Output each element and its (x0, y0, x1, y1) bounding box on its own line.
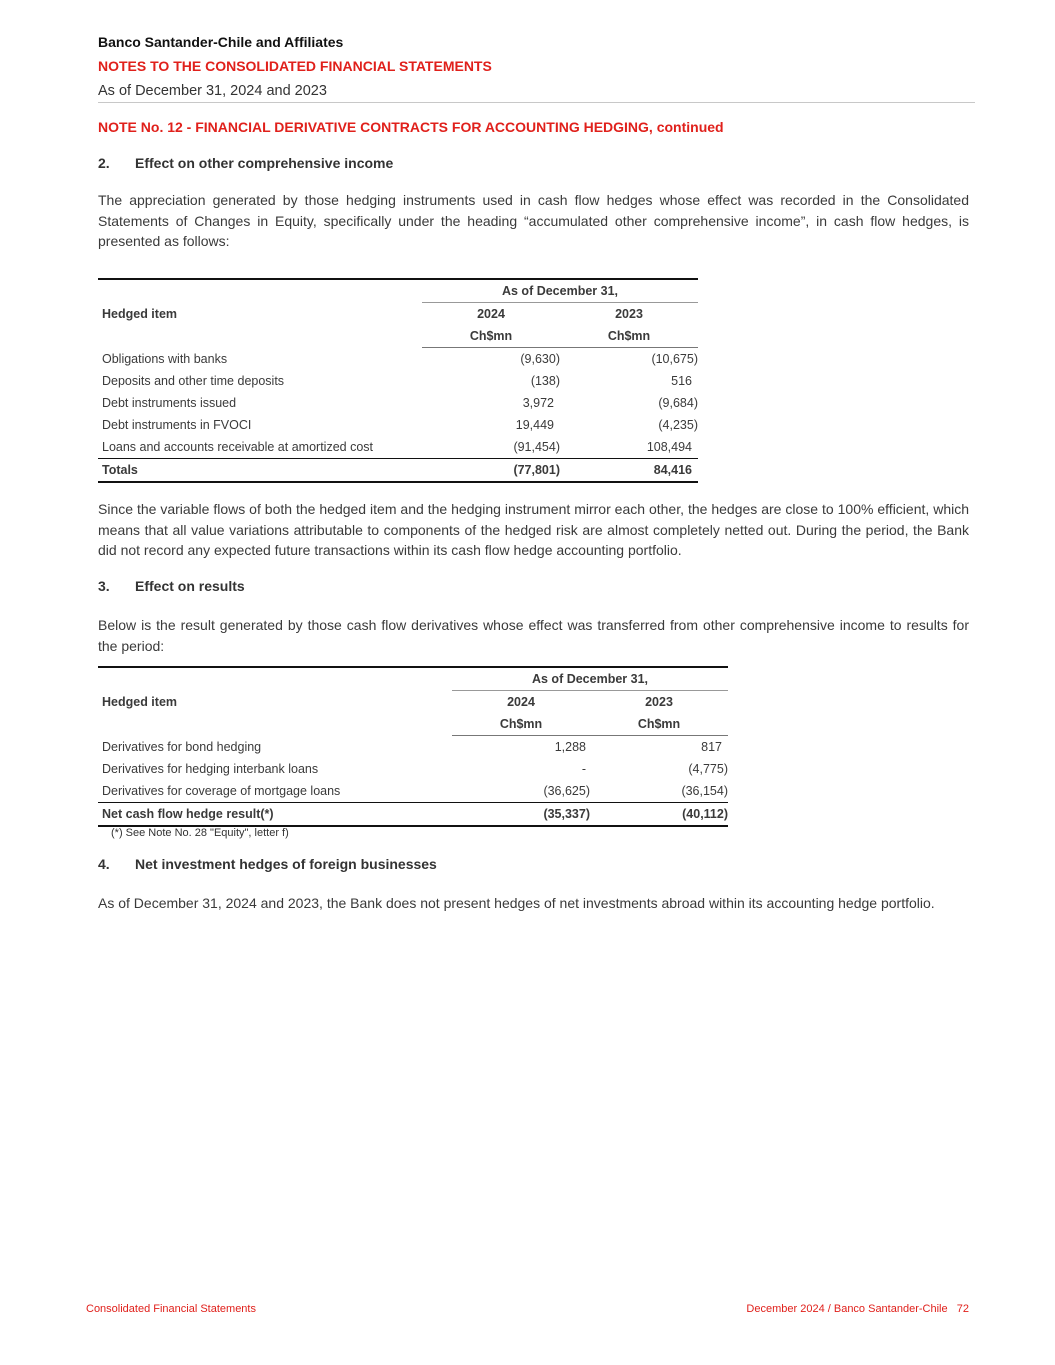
value-2024: (9,630) (520, 352, 560, 366)
section-number: 2. (98, 155, 110, 171)
row-label: Deposits and other time deposits (102, 374, 285, 388)
table-row (98, 736, 728, 759)
section-title: Effect on other comprehensive income (135, 155, 394, 171)
value-2023: (36,154) (681, 784, 728, 798)
row-label: Derivatives for bond hedging (102, 739, 262, 754)
total-2024: (35,337) (452, 803, 590, 827)
table-row (98, 348, 698, 371)
section-2-heading (98, 155, 393, 171)
table-row (98, 436, 698, 459)
table-header-year: 2023 (615, 307, 643, 321)
table-header-unit: Ch$mn (422, 325, 560, 348)
footer-left: Consolidated Financial Statements (86, 1303, 256, 1315)
header-divider (98, 102, 975, 103)
row-label: Obligations with banks (102, 351, 228, 366)
value-2024: 19,449 (515, 418, 554, 432)
value-2024: 3,972 (522, 396, 554, 410)
table-header-unit: Ch$mn (452, 713, 590, 736)
table-header-year: 2023 (645, 695, 673, 709)
footer-right: December 2024 / Banco Santander-Chile 72 (746, 1303, 969, 1315)
section-2-closing: Since the variable flows of both the hedged item and the hedging instrument mirror each other, the hedges are close to 100% efficient, which means that all value variations attributable to components of the hedged risk are almost completely netted out. During the period, the Bank did not record any expected future transactions within its cash flow hedge accounting portfolio. (98, 501, 969, 558)
section-title: Effect on results (135, 578, 245, 594)
table-row (98, 392, 698, 414)
value-2023: (10,675) (651, 352, 698, 366)
section-number: 3. (98, 578, 110, 594)
value-2023: (4,235) (658, 418, 698, 432)
section-number: 4. (98, 856, 110, 872)
as-of-date: As of December 31, 2024 and 2023 (98, 83, 327, 99)
table-header-item: Hedged item (102, 306, 178, 321)
value-2023: (9,684) (658, 396, 698, 410)
results-hedge-table (98, 666, 728, 827)
table-header-year: 2024 (507, 695, 535, 709)
value-2023: (4,775) (688, 762, 728, 776)
section-3-intro: Below is the result generated by those cash flow derivatives whose effect was transferred from other comprehensive income to results for the period: (98, 617, 969, 654)
row-label: Derivatives for hedging interbank loans (102, 762, 319, 776)
company-name: Banco Santander-Chile and Affiliates (98, 34, 344, 50)
section-2-intro: The appreciation generated by those hedging instruments used in cash flow hedges whose effect was recorded in the Consolidated Statements of Changes in Equity, specifically under the heading “accumulated other comprehensive income”, in cash flow hedges, is presented as follows: (98, 192, 969, 249)
value-2024: - (581, 762, 586, 776)
table-header-period: As of December 31, (452, 667, 728, 691)
table-total-row (98, 459, 698, 483)
row-label: Debt instruments in FVOCI (102, 418, 252, 432)
value-2024: (91,454) (513, 440, 560, 454)
table-row (98, 758, 728, 780)
table-header-item: Hedged item (102, 694, 178, 709)
oci-hedge-table (98, 278, 698, 483)
value-2024: (36,625) (543, 784, 590, 798)
table-header-unit: Ch$mn (560, 325, 698, 348)
value-2023: 516 (671, 374, 692, 388)
value-2024: 1,288 (554, 740, 586, 754)
table-header-period: As of December 31, (422, 279, 698, 303)
table-row (98, 414, 698, 436)
table-total-row (98, 803, 728, 827)
table-header-year: 2024 (477, 307, 505, 321)
section-3-heading (98, 578, 245, 594)
table-header-unit: Ch$mn (590, 713, 728, 736)
section-4-text: As of December 31, 2024 and 2023, the Bank does not present hedges of net investments abroad within its accounting hedge portfolio. (98, 895, 935, 911)
row-label: Debt instruments issued (102, 396, 237, 410)
total-label: Net cash flow hedge result(*) (98, 803, 452, 827)
total-label: Totals (98, 459, 422, 483)
footnote: (*) See Note No. 28 "Equity", letter f) (111, 827, 289, 839)
table-row (98, 370, 698, 392)
row-label: Loans and accounts receivable at amortized cost (102, 440, 373, 454)
value-2023: 108,494 (646, 440, 692, 454)
total-2023: 84,416 (560, 459, 698, 483)
table-row (98, 780, 728, 803)
total-2023: (40,112) (590, 803, 728, 827)
section-4-heading (98, 856, 437, 872)
value-2024: (138) (530, 374, 560, 388)
note-heading: NOTE No. 12 - FINANCIAL DERIVATIVE CONTRACTS FOR ACCOUNTING HEDGING, continued (98, 119, 724, 135)
row-label: Derivatives for coverage of mortgage loans (102, 784, 341, 798)
notes-title: NOTES TO THE CONSOLIDATED FINANCIAL STATEMENTS (98, 58, 492, 74)
value-2023: 817 (701, 740, 722, 754)
total-2024: (77,801) (422, 459, 560, 483)
section-title: Net investment hedges of foreign businesses (135, 856, 437, 872)
